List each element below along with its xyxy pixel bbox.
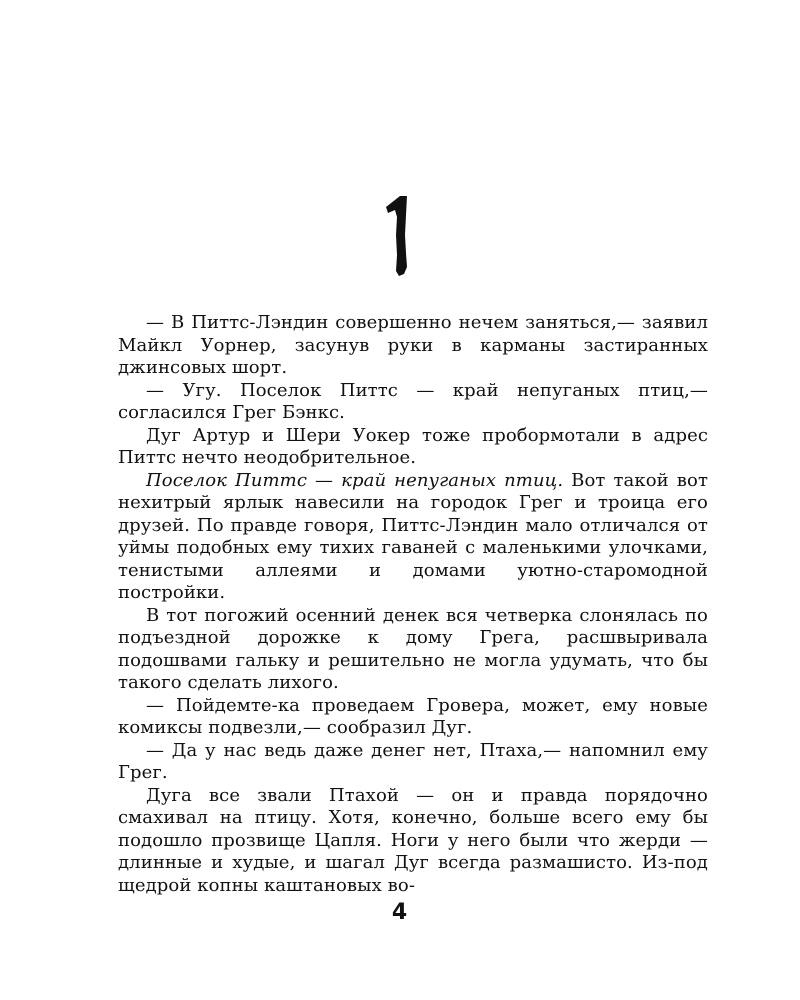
paragraph: — Да у нас ведь даже денег нет, Птаха,— напомнил ему Грег. [118,739,708,783]
paragraph: В тот погожий осенний денек вся четверка слонялась по подъездной дорожке к дому Грега, расшвыривала подошвами гальку и решительно не могла удумать, что бы такого сделать лихого. [118,604,708,693]
chapter-number-glyph [380,195,420,277]
paragraph: Дуга все звали Птахой — он и правда порядочно смахивал на птицу. Хотя, конечно, больше всего ему бы подошло прозвище Цапля. Ноги у него были что жерди — длинные и худые, и шагал Дуг всегда размашисто. Из-под щедрой копны каштановых во- [118,784,708,896]
paragraph: — Пойдемте-ка проведаем Гровера, может, ему новые комиксы подвезли,— сообразил Дуг. [118,694,708,738]
paragraph: — В Питтс-Лэндин совершенно нечем заняться,— заявил Майкл Уорнер, засунув руки в карманы застиранных джинсовых шорт. [118,312,708,378]
italic-phrase: Поселок Питтс — край непуганых птиц. [146,469,564,491]
paragraph: — Угу. Поселок Питтс — край непуганых птиц,— согласился Грег Бэнкс. [118,379,708,423]
paragraph: Дуг Артур и Шери Уокер тоже пробормотали в адрес Питтс нечто неодобрительное. [118,424,708,468]
chapter-number [0,195,800,285]
paragraph [118,470,708,605]
chapter-text [118,312,708,897]
paragraph-rest: Вот такой вот нехитрый ярлык навесили на городок Грег и троица его друзей. По правде говоря, Питтс-Лэндин мало отличался от уймы подобных ему тихих гаваней с маленькими улочками, тенистыми аллеями и домами уютно-старомодной постройки. [118,469,708,603]
page-number: 4 [391,900,409,925]
